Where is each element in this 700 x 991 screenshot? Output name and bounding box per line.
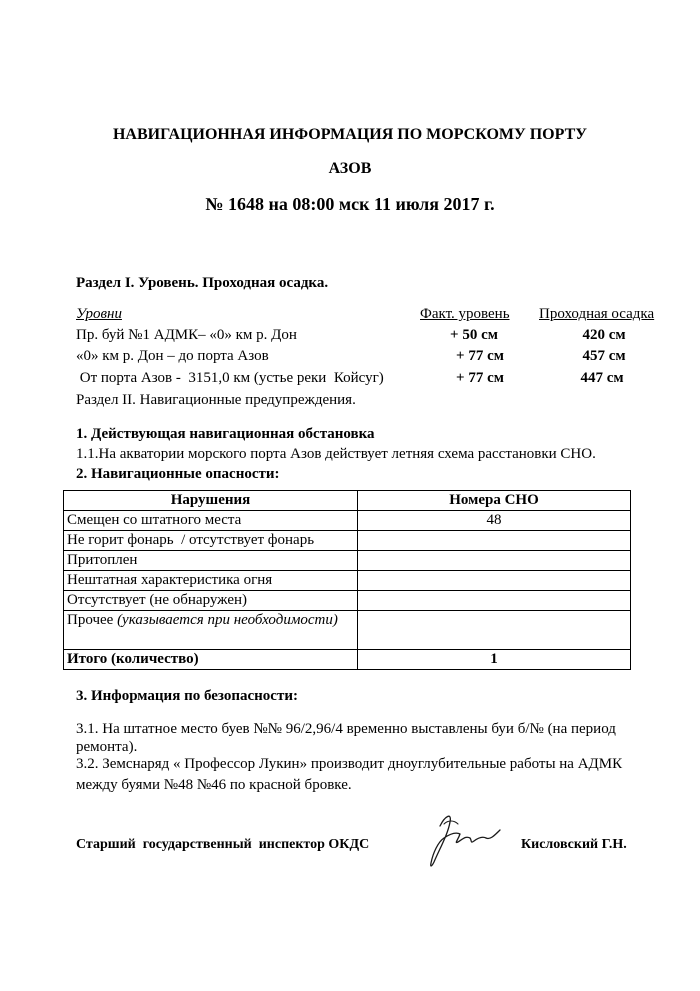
safety-item-1: 3.1. На штатное место буев №№ 96/2,96/4 временно выставлены буи б/№ (на период ремонта). bbox=[76, 721, 616, 755]
violation-value bbox=[358, 551, 631, 571]
col-violations-header: Нарушения bbox=[64, 491, 358, 511]
level-draft: 420 см bbox=[582, 327, 626, 343]
table-row bbox=[64, 591, 631, 611]
table-header-row bbox=[64, 491, 631, 511]
table-row bbox=[64, 511, 631, 531]
violation-other-note: (указывается при необходимости) bbox=[117, 612, 338, 628]
table-row bbox=[64, 571, 631, 591]
violation-label: Не горит фонарь / отсутствует фонарь bbox=[64, 531, 358, 551]
violation-value bbox=[358, 531, 631, 551]
safety-item-2-line2: между буями №48 №46 по красной бровке. bbox=[76, 777, 352, 793]
violation-label: Смещен со штатного места bbox=[64, 511, 358, 531]
table-row-other bbox=[64, 611, 631, 650]
handwritten-signature bbox=[400, 808, 510, 870]
violation-label: Притоплен bbox=[64, 551, 358, 571]
violation-label: Нештатная характеристика огня bbox=[64, 571, 358, 591]
safety-item-2-line1: 3.2. Земснаряд « Профессор Лукин» производит дноуглубительные работы на АДМК bbox=[76, 756, 623, 772]
violation-other-label: Прочее bbox=[67, 612, 118, 628]
col-numbers-header: Номера СНО bbox=[358, 491, 631, 511]
level-name: «0» км р. Дон – до порта Азов bbox=[76, 348, 269, 364]
hazards-heading: 2. Навигационные опасности: bbox=[76, 466, 280, 482]
table-row bbox=[64, 531, 631, 551]
level-name: Пр. буй №1 АДМК– «0» км р. Дон bbox=[76, 327, 297, 343]
port-name: АЗОВ bbox=[328, 160, 372, 177]
total-label: Итого (количество) bbox=[64, 650, 358, 670]
level-name: От порта Азов - 3151,0 км (устье реки Койсуг) bbox=[76, 370, 384, 386]
signer-position: Старший государственный инспектор ОКДС bbox=[76, 837, 370, 852]
signer-name: Кисловский Г.Н. bbox=[521, 837, 627, 852]
section1-heading: Раздел I. Уровень. Проходная осадка. bbox=[76, 275, 329, 291]
level-draft: 447 см bbox=[580, 370, 624, 386]
level-draft: 457 см bbox=[582, 348, 626, 364]
level-fact: + 77 см bbox=[456, 370, 504, 386]
hazards-table bbox=[63, 490, 631, 670]
table-total-row bbox=[64, 650, 631, 670]
violation-value bbox=[358, 591, 631, 611]
level-fact: + 50 см bbox=[450, 327, 498, 343]
level-fact: + 77 см bbox=[456, 348, 504, 364]
document-title: НАВИГАЦИОННАЯ ИНФОРМАЦИЯ ПО МОРСКОМУ ПОРТУ bbox=[112, 126, 587, 143]
violation-value bbox=[358, 611, 631, 650]
violation-value bbox=[358, 571, 631, 591]
total-value: 1 bbox=[358, 650, 631, 670]
situation-text: 1.1.На акватории морского порта Азов действует летняя схема расстановки СНО. bbox=[76, 446, 596, 462]
situation-heading: 1. Действующая навигационная обстановка bbox=[76, 426, 375, 442]
col-fact-header: Факт. уровень bbox=[420, 306, 510, 322]
violation-value: 48 bbox=[358, 511, 631, 531]
violation-other-cell bbox=[64, 611, 358, 650]
violation-label: Отсутствует (не обнаружен) bbox=[64, 591, 358, 611]
section2-heading: Раздел II. Навигационные предупреждения. bbox=[76, 392, 356, 408]
col-levels-header: Уровни bbox=[76, 306, 122, 322]
col-draft-header: Проходная осадка bbox=[539, 306, 655, 322]
safety-heading: 3. Информация по безопасности: bbox=[76, 688, 298, 704]
table-row bbox=[64, 551, 631, 571]
issue-line: № 1648 на 08:00 мск 11 июля 2017 г. bbox=[205, 194, 495, 214]
